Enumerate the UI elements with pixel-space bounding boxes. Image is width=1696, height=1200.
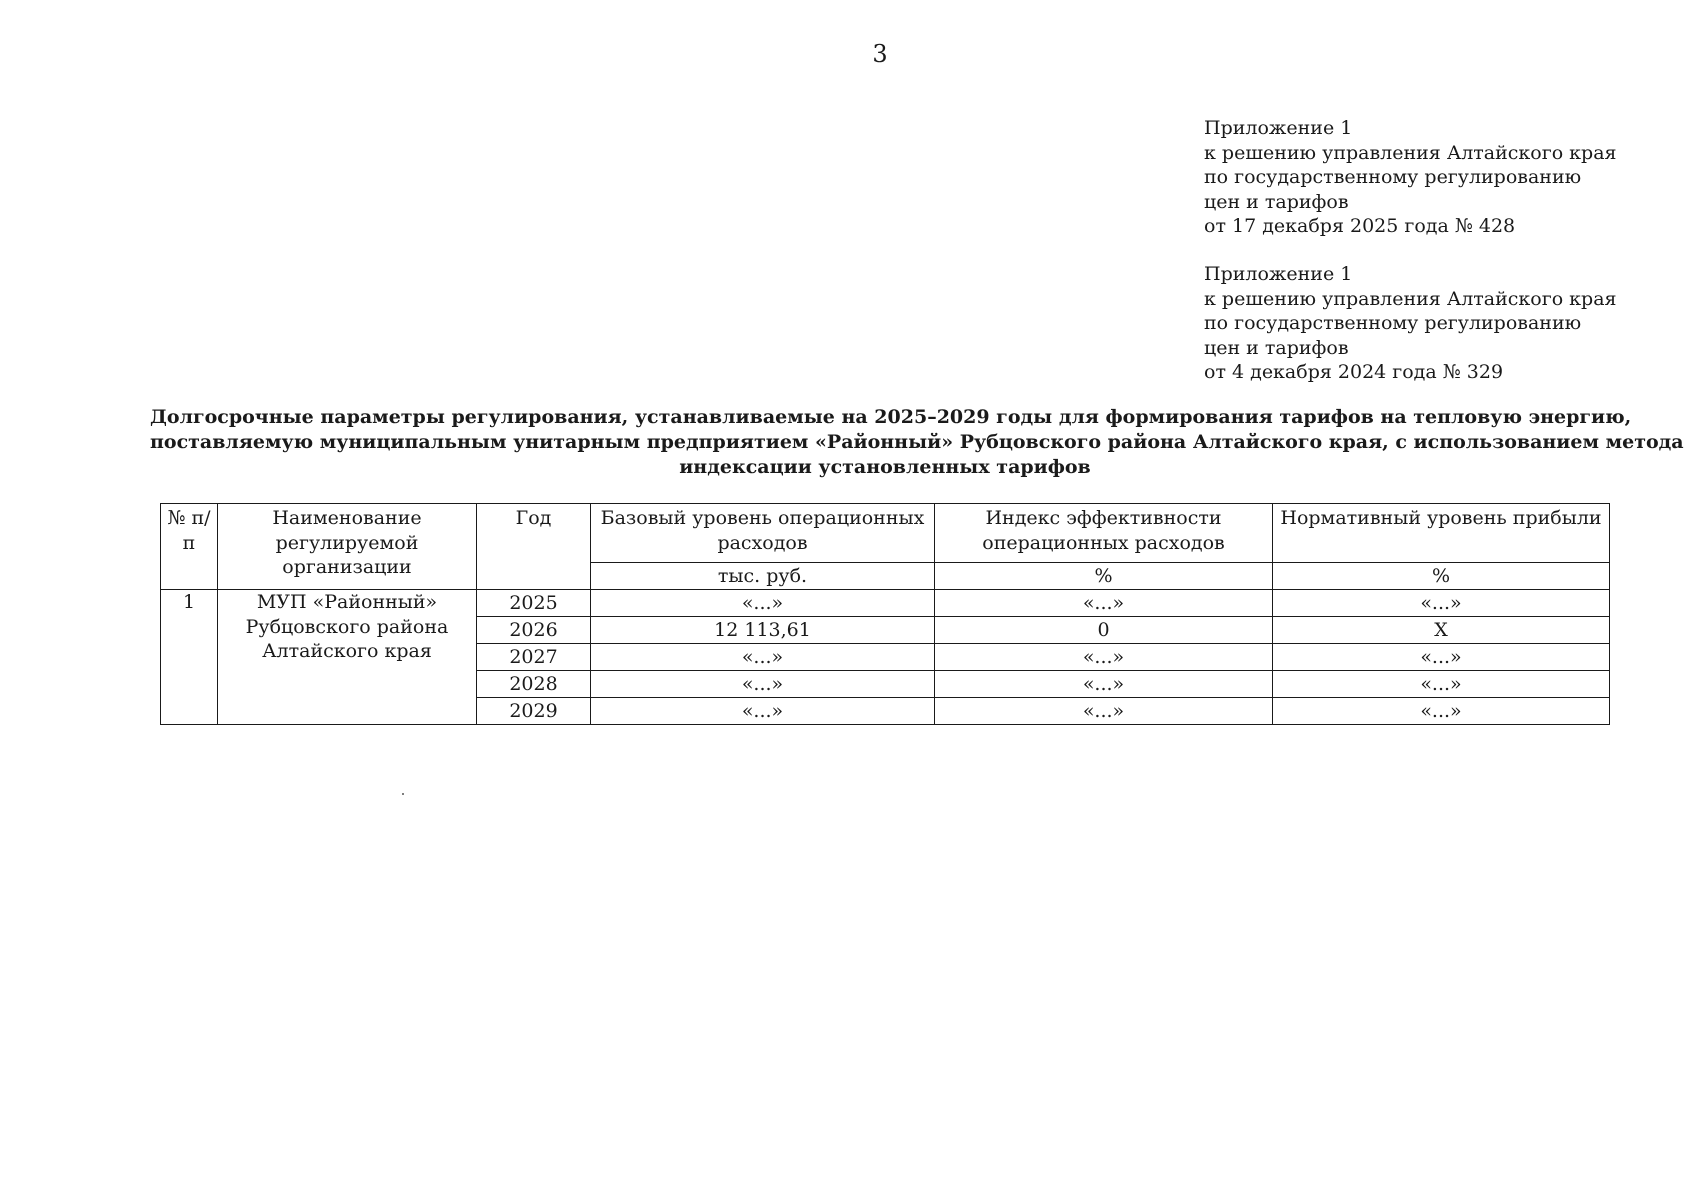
profit-level-cell: «...»: [1273, 590, 1610, 617]
document-title: [150, 405, 1684, 480]
header-base-level: Базовый уровень операционных расходов: [591, 504, 935, 563]
unit-efficiency-index: %: [935, 563, 1273, 590]
row-number: 1: [161, 590, 218, 725]
appendix-note-previous: [1204, 262, 1624, 385]
year-cell: 2026: [477, 617, 591, 644]
efficiency-index-cell: «...»: [935, 590, 1273, 617]
scan-speck: [402, 793, 404, 795]
base-level-cell: «...»: [591, 671, 935, 698]
efficiency-index-cell: «...»: [935, 698, 1273, 725]
page-number: 3: [872, 40, 888, 68]
base-level-cell: «...»: [591, 698, 935, 725]
appendix-line: от 17 декабря 2025 года № 428: [1204, 215, 1516, 237]
efficiency-index-cell: 0: [935, 617, 1273, 644]
parameters-table: [160, 503, 1610, 725]
appendix-line: Приложение 1: [1204, 263, 1353, 285]
title-line: Долгосрочные параметры регулирования, устанавливаемые на 2025–2029 годы для формирования тарифов на тепловую энергию,: [150, 406, 1632, 428]
year-cell: 2029: [477, 698, 591, 725]
header-organization: Наименование регулируемой организации: [218, 504, 477, 590]
base-level-cell: «...»: [591, 644, 935, 671]
header-year: Год: [477, 504, 591, 590]
unit-profit-level: %: [1273, 563, 1610, 590]
base-level-cell: 12 113,61: [591, 617, 935, 644]
header-profit-level: Нормативный уровень прибыли: [1273, 504, 1610, 563]
appendix-line: по государственному регулированию: [1204, 166, 1582, 188]
profit-level-cell: «...»: [1273, 644, 1610, 671]
year-cell: 2025: [477, 590, 591, 617]
organization-name: МУП «Районный» Рубцовского района Алтайского края: [218, 590, 477, 725]
appendix-line: от 4 декабря 2024 года № 329: [1204, 361, 1504, 383]
efficiency-index-cell: «...»: [935, 671, 1273, 698]
title-line: поставляемую муниципальным унитарным предприятием «Районный» Рубцовского района Алтайского края, с использованием метода: [150, 431, 1684, 453]
appendix-line: к решению управления Алтайского края: [1204, 141, 1617, 164]
base-level-cell: «...»: [591, 590, 935, 617]
year-cell: 2027: [477, 644, 591, 671]
appendix-note-current: [1204, 116, 1624, 239]
table-header-row: [161, 504, 1610, 563]
header-num: № п/п: [161, 504, 218, 590]
profit-level-cell: Х: [1273, 617, 1610, 644]
appendix-line: к решению управления Алтайского края: [1204, 287, 1617, 310]
profit-level-cell: «...»: [1273, 698, 1610, 725]
profit-level-cell: «...»: [1273, 671, 1610, 698]
header-efficiency-index: Индекс эффективности операционных расходов: [935, 504, 1273, 563]
title-line: индексации установленных тарифов: [679, 456, 1091, 478]
appendix-line: цен и тарифов: [1204, 190, 1349, 213]
appendix-line: цен и тарифов: [1204, 336, 1349, 359]
table-row: [161, 590, 1610, 617]
appendix-line: по государственному регулированию: [1204, 312, 1582, 334]
unit-base-level: тыс. руб.: [591, 563, 935, 590]
appendix-line: Приложение 1: [1204, 117, 1353, 139]
year-cell: 2028: [477, 671, 591, 698]
efficiency-index-cell: «...»: [935, 644, 1273, 671]
